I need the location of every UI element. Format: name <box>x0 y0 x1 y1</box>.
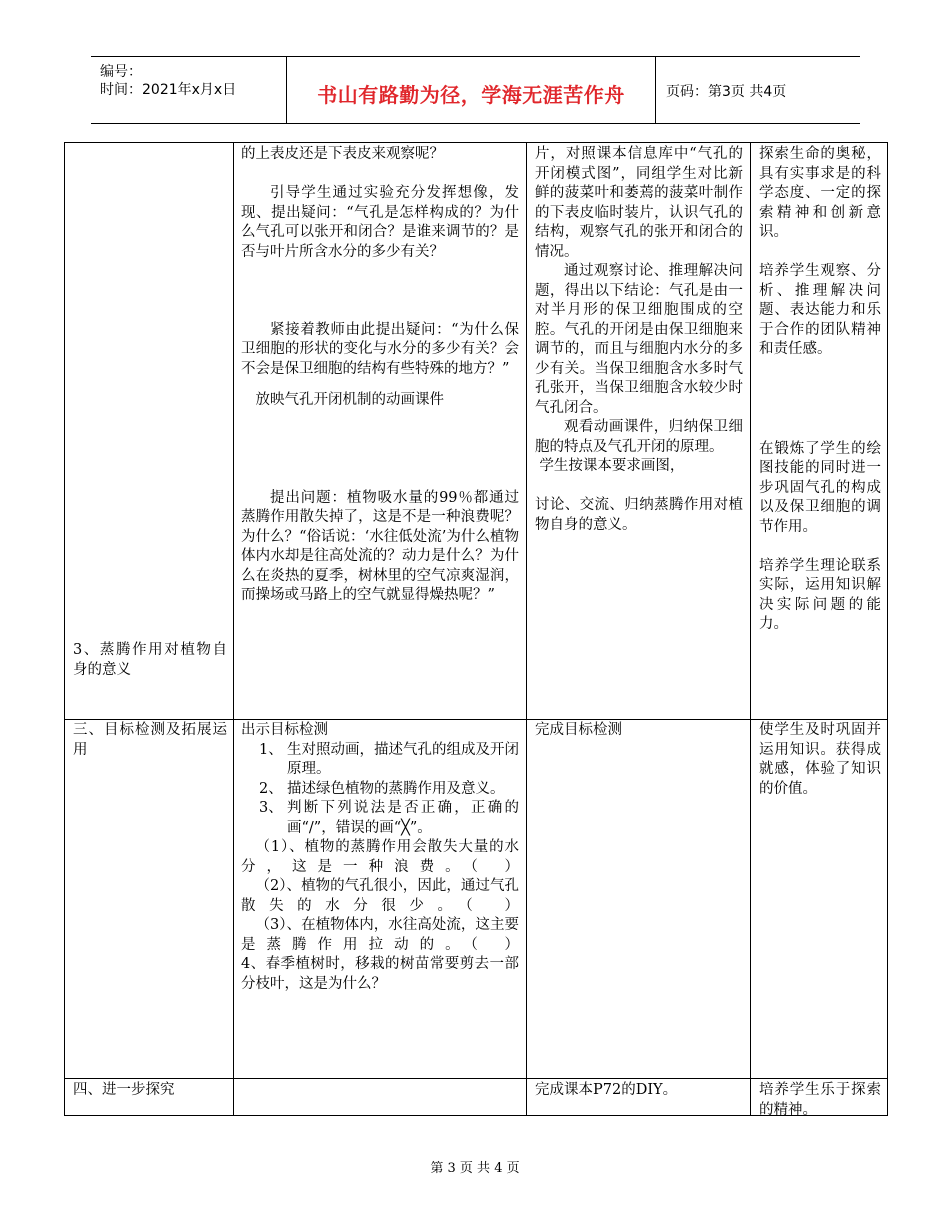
intent-text: 培养学生理论联系实际，运用知识解决实际问题的能力。 <box>759 557 881 632</box>
teacher-text: 引导学生通过实验充分发挥想像，发现、提出疑问：“气孔是怎样构成的？为什么气孔可以张开和闭合？是谁来调节的？是否与叶片所含水分的多少有关？ <box>241 185 519 260</box>
intent-text: 培养学生乐于探索的精神。 <box>759 1082 881 1118</box>
design-intent-cell <box>759 1081 881 1120</box>
page-footer: 第 3 页 共 4 页 <box>430 1161 520 1176</box>
student-activity-cell <box>535 1081 743 1101</box>
teacher-text: 4、春季植树时，移栽的树苗常要剪去一部分枝叶，这是为什么？ <box>241 956 519 992</box>
task-list <box>241 741 519 839</box>
judge-item: （3）、在植物体内，水往高处流，这主要是蒸腾作用拉动的。（ ） <box>241 917 519 953</box>
list-item: 2、 描述绿色植物的蒸腾作用及意义。 <box>259 780 505 797</box>
student-activity-cell <box>535 145 743 535</box>
intent-text: 使学生及时巩固并运用知识。获得成就感，体验了知识的价值。 <box>759 722 881 797</box>
judge-item: （2）、植物的气孔很小，因此，通过气孔散失的水分很少。（ ） <box>241 878 519 914</box>
list-item: 3、 判断下列说法是否正确，正确的画“/”，错误的画“╳”。 <box>259 800 519 836</box>
section-title: 3、蒸腾作用对植物自身的意义 <box>73 642 227 678</box>
teacher-text: 的上表皮还是下表皮来观察呢？ <box>241 146 444 162</box>
section-cell <box>73 1081 227 1101</box>
column-divider <box>750 143 751 1115</box>
student-text: 通过观察讨论、推理解决问题，得出以下结论：气孔是由一对半月形的保卫细胞围成的空腔。气孔的开闭是由保卫细胞来调节的，而且与细胞内水分的多少有关。当保卫细胞含水多时气孔张开，当保卫细胞含水较少时气孔闭合。 <box>535 263 743 416</box>
column-divider <box>233 143 234 1115</box>
judge-item: （1）、植物的蒸腾作用会散失大量的水分，这是一种浪费。（ ） <box>241 839 519 875</box>
student-text: 完成目标检测 <box>535 722 622 738</box>
page-info: 页码：第3页 共4页 <box>666 84 787 100</box>
row-divider <box>65 719 887 720</box>
header-motto-cell <box>287 57 656 123</box>
teacher-text: 紧接着教师由此提出疑问：“为什么保卫细胞的形状的变化与水分的多少有关？会不会是保卫细胞的结构有些特殊的地方？” <box>241 321 519 377</box>
header-meta <box>91 57 287 123</box>
intent-text: 培养学生观察、分析、推理解决问题、表达能力和乐于合作的团队精神和责任感。 <box>759 263 881 357</box>
student-text: 学生按课本要求画图， <box>539 458 685 474</box>
serial-label: 编号： <box>100 64 142 80</box>
design-intent-cell <box>759 721 881 799</box>
row-divider <box>65 1078 887 1079</box>
column-divider <box>526 143 527 1115</box>
lesson-table <box>64 142 888 1116</box>
section-cell <box>73 721 227 760</box>
student-text: 完成课本P72的DIY。 <box>535 1082 678 1098</box>
time-label: 时间：2021年x月x日 <box>100 82 237 98</box>
section-title: 三、目标检测及拓展运用 <box>73 722 227 758</box>
teacher-text: 放映气孔开闭机制的动画课件 <box>255 392 444 408</box>
page-header <box>91 56 860 124</box>
student-activity-cell <box>535 721 743 741</box>
teacher-activity-cell <box>241 721 519 994</box>
motto: 书山有路勤为径，学海无涯苦作舟 <box>317 83 625 107</box>
design-intent-cell <box>759 145 881 635</box>
teacher-activity-cell <box>241 145 519 606</box>
student-text: 观看动画课件，归纳保卫细胞的特点及气孔开闭的原理。 <box>535 419 743 455</box>
section-cell <box>73 641 227 680</box>
student-text: 片，对照课本信息库中“气孔的开闭模式图”，同组学生对比新鲜的菠菜叶和萎蔫的菠菜叶制作的下表皮临时装片，认识气孔的结构，观察气孔的张开和闭合的情况。 <box>535 146 743 260</box>
section-title: 四、进一步探究 <box>73 1082 175 1098</box>
student-text: 讨论、交流、归纳蒸腾作用对植物自身的意义。 <box>535 497 743 533</box>
teacher-text: 提出问题：植物吸水量的99％都通过蒸腾作用散失掉了，这是不是一种浪费呢？为什么？“俗话说：‘水往低处流’为什么植物体内水却是往高处流的？动力是什么？为什么在炎热的夏季，树林里的空气凉爽湿润，而操场或马路上的空气就显得燥热呢？” <box>241 489 519 603</box>
header-page-cell <box>656 57 860 123</box>
intent-text: 探索生命的奥秘，具有实事求是的科学态度、一定的探索精神和创新意识。 <box>759 146 881 240</box>
list-item: 1、 生对照动画，描述气孔的组成及开闭原理。 <box>259 741 519 777</box>
intent-text: 在锻炼了学生的绘图技能的同时进一步巩固气孔的构成以及保卫细胞的调节作用。 <box>759 440 881 535</box>
teacher-text: 出示目标检测 <box>241 722 328 738</box>
